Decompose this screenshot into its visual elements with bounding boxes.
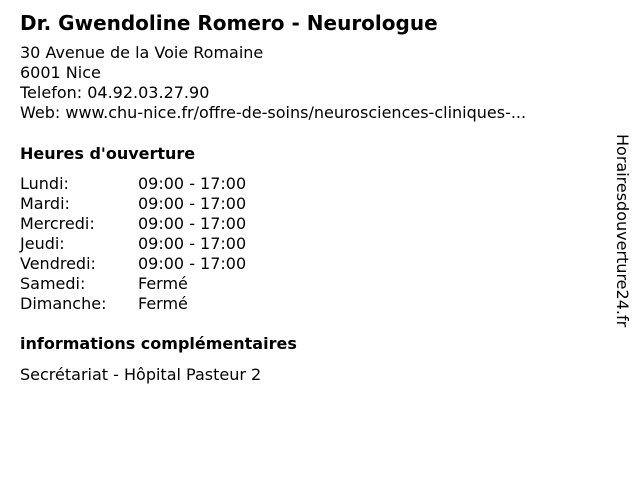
day-label: Jeudi:	[20, 234, 65, 253]
time-value: 09:00 - 17:00	[138, 214, 247, 233]
hours-row-saturday	[20, 274, 246, 294]
day-label: Dimanche:	[20, 294, 107, 313]
address-street: 30 Avenue de la Voie Romaine	[20, 43, 264, 62]
info-heading: informations complémentaires	[20, 334, 297, 353]
address-city: 6001 Nice	[20, 63, 101, 82]
day-label: Vendredi:	[20, 254, 96, 273]
info-text: Secrétariat - Hôpital Pasteur 2	[20, 365, 262, 384]
time-value: Fermé	[138, 294, 188, 313]
day-label: Mardi:	[20, 194, 70, 213]
time-value: 09:00 - 17:00	[138, 174, 247, 193]
hours-row-friday	[20, 254, 246, 274]
day-label: Samedi:	[20, 274, 86, 293]
hours-row-sunday	[20, 294, 246, 314]
website-link[interactable]: Web: www.chu-nice.fr/offre-de-soins/neurosciences-cliniques-...	[20, 103, 527, 122]
brand-watermark: Horairesdouverture24.fr	[613, 134, 632, 328]
day-label: Lundi:	[20, 174, 69, 193]
phone-number[interactable]: Telefon: 04.92.03.27.90	[20, 83, 210, 102]
hours-row-monday	[20, 174, 246, 194]
hours-row-wednesday	[20, 214, 246, 234]
hours-row-tuesday	[20, 194, 246, 214]
time-value: 09:00 - 17:00	[138, 234, 247, 253]
time-value: 09:00 - 17:00	[138, 194, 247, 213]
time-value: Fermé	[138, 274, 188, 293]
time-value: 09:00 - 17:00	[138, 254, 247, 273]
hours-heading: Heures d'ouverture	[20, 144, 196, 163]
opening-hours-table	[20, 174, 246, 314]
page-title: Dr. Gwendoline Romero - Neurologue	[20, 11, 438, 35]
contact-block	[20, 43, 526, 123]
hours-row-thursday	[20, 234, 246, 254]
day-label: Mercredi:	[20, 214, 95, 233]
